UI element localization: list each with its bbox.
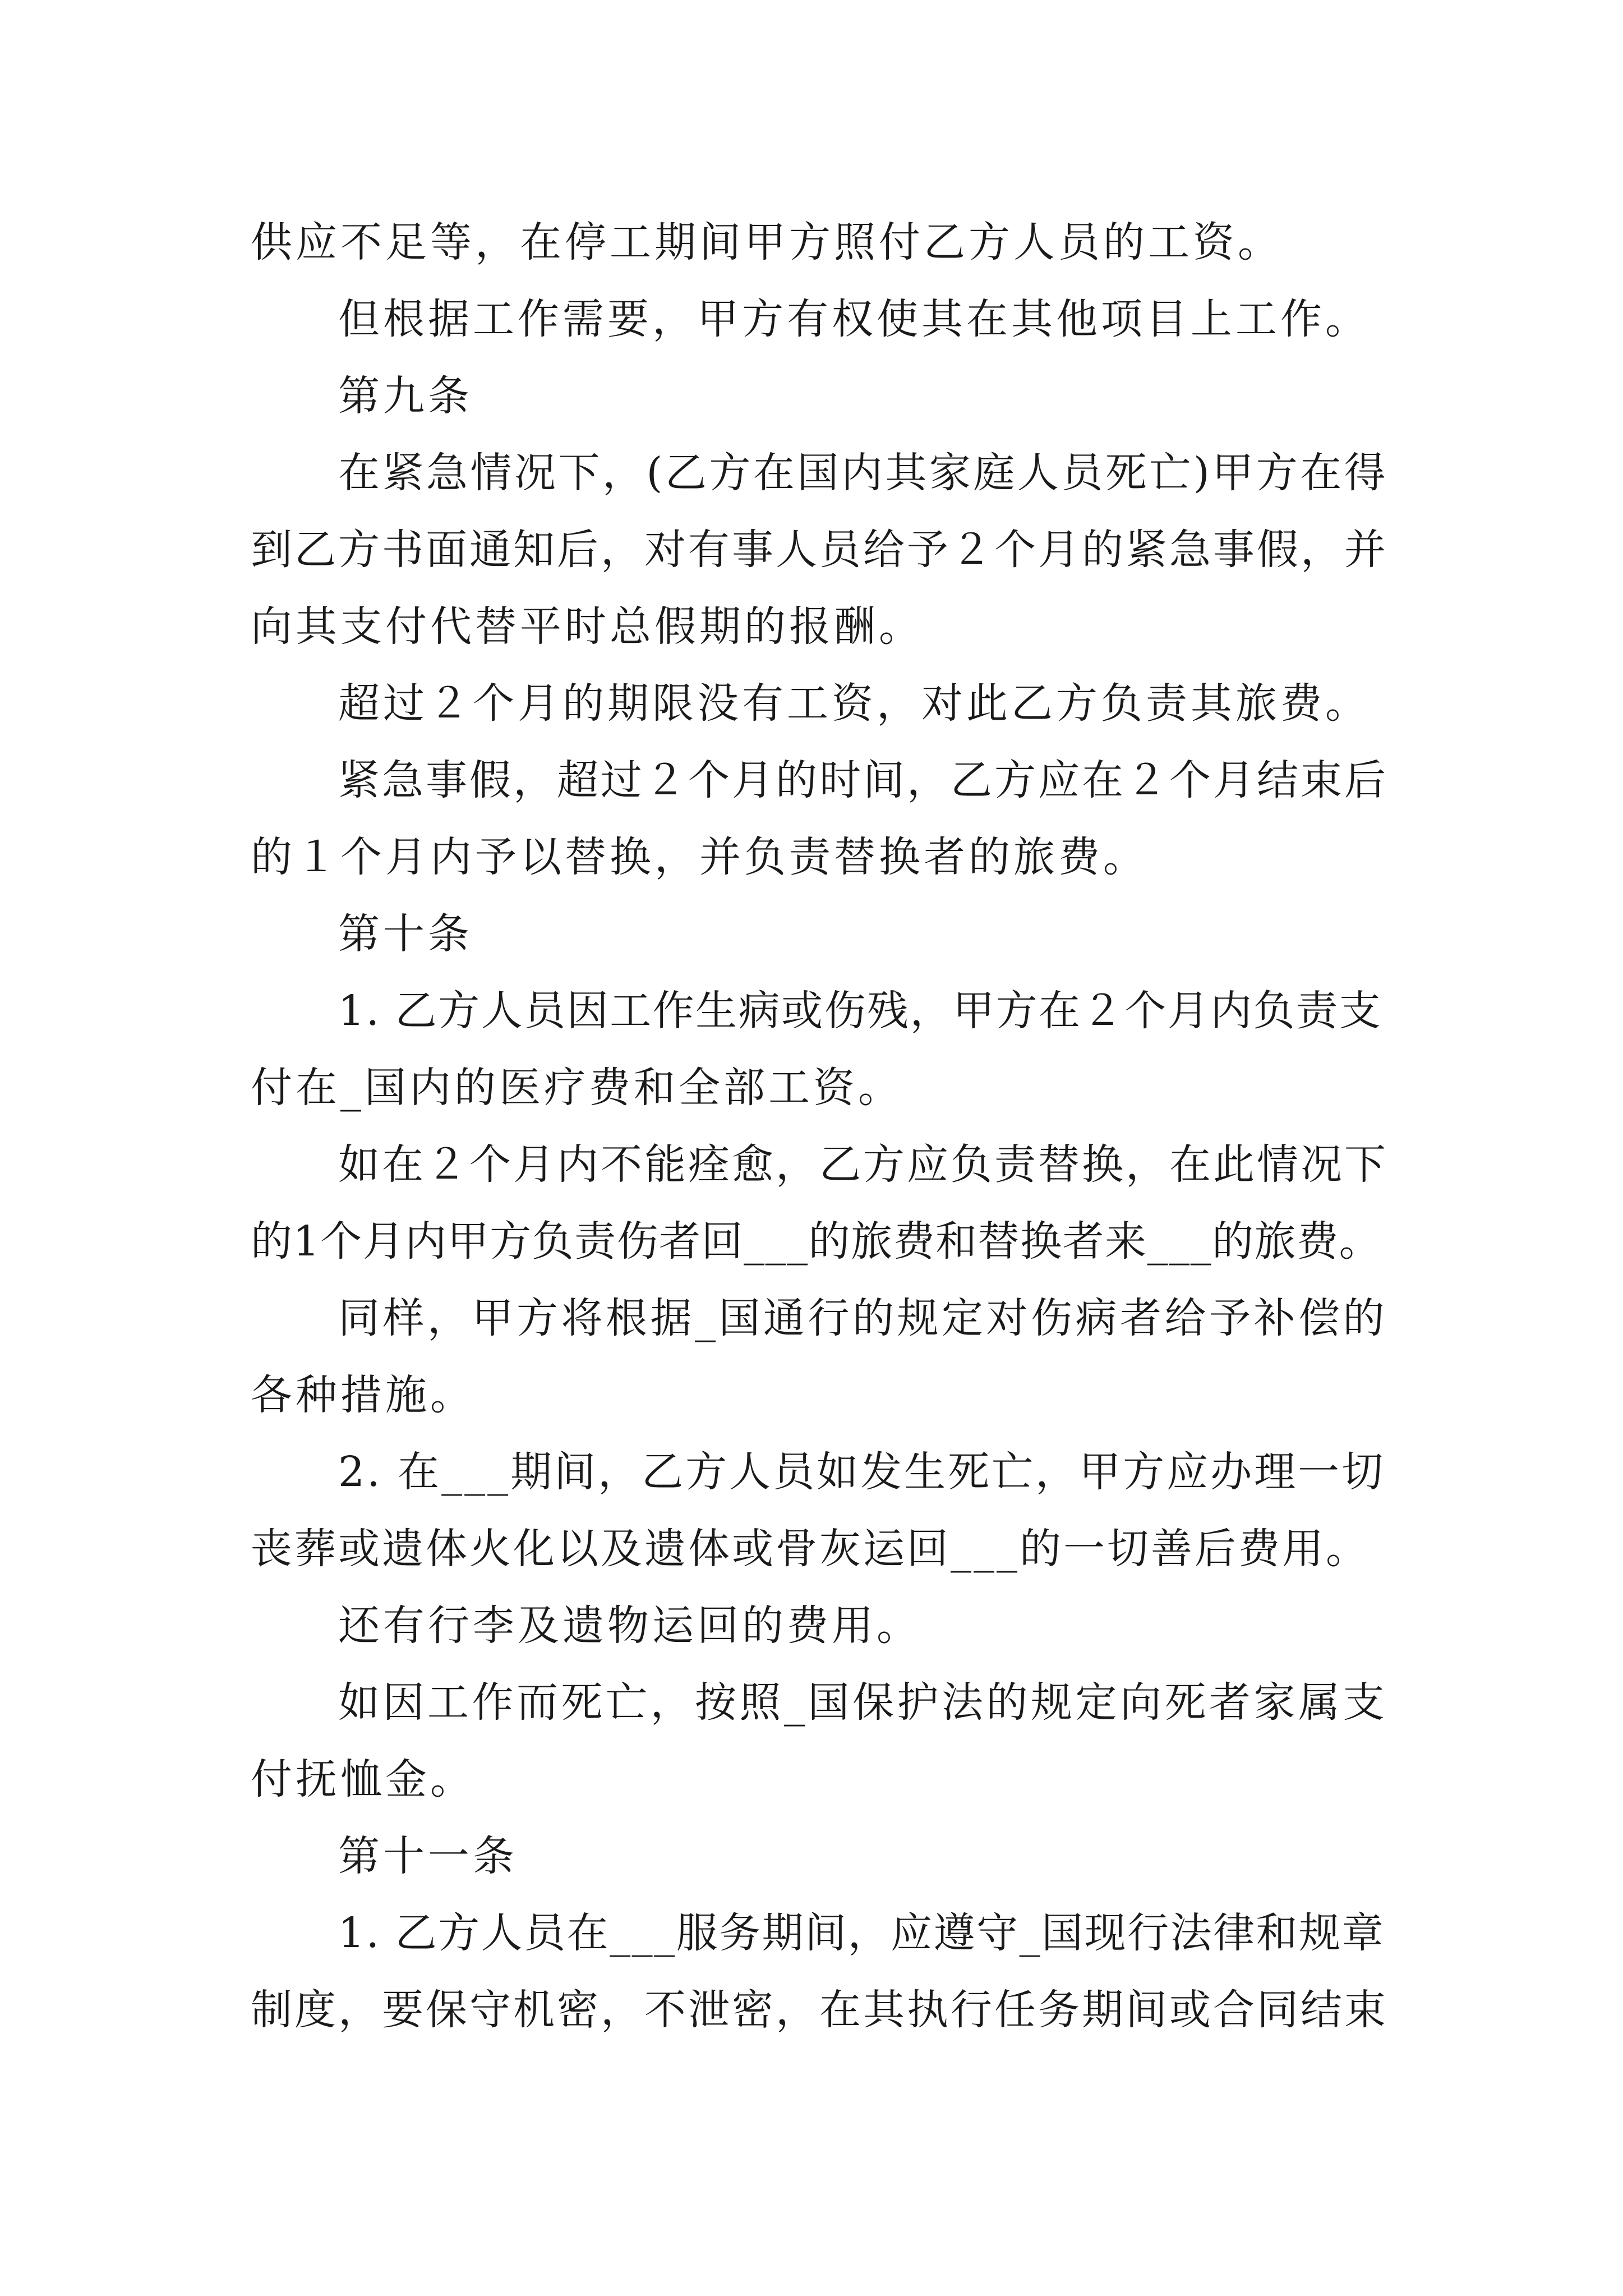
text-line: 1. 乙方人员在___服务期间，应遵守_国现行法律和规章 [338,1909,1385,1957]
text-line: 还有行李及遗物运回的费用。 [338,1602,921,1650]
text-line: 超过２个月的期限没有工资，对此乙方负责其旅费。 [338,679,1370,728]
text-line: 但根据工作需要，甲方有权使其在其他项目上工作。 [338,295,1370,343]
text-line: 各种措施。 [251,1371,475,1419]
text-line: 付抚恤金。 [251,1755,475,1803]
text-line: 向其支付代替平时总假期的报酬。 [251,602,924,651]
text-line: 如因工作而死亡，按照_国保护法的规定向死者家属支 [338,1678,1387,1727]
section-heading: 第十条 [338,910,473,958]
text-line: 供应不足等，在停工期间甲方照付乙方人员的工资。 [251,218,1283,266]
text-line: 到乙方书面通知后，对有事人员给予２个月的紧急事假，并 [251,526,1388,574]
text-line: 的1个月内甲方负责伤者回___的旅费和替换者来___的旅费。 [251,1217,1382,1266]
text-line: 丧葬或遗体火化以及遗体或骨灰运回___的一切善后费用。 [251,1525,1370,1573]
text-line: 付在_国内的医疗费和全部工资。 [251,1064,903,1112]
text-line: 2. 在___期间，乙方人员如发生死亡，甲方应办理一切 [338,1448,1386,1496]
text-line: 的１个月内予以替换，并负责替换者的旅费。 [251,833,1148,881]
section-heading: 第九条 [338,372,473,420]
text-line: 制度，要保守机密，不泄密，在其执行任务期间或合同结束 [251,1986,1388,2034]
text-line: 如在２个月内不能痊愈，乙方应负责替换，在此情况下 [338,1140,1388,1189]
text-line: 紧急事假，超过２个月的时间，乙方应在２个月结束后 [338,756,1388,804]
text-line: 同样，甲方将根据_国通行的规定对伤病者给予补偿的 [338,1294,1387,1342]
text-line: 在紧急情况下，(乙方在国内其家庭人员死亡)甲方在得 [338,449,1389,497]
section-heading: 第十一条 [338,1832,518,1880]
text-line: 1. 乙方人员因工作生病或伤残，甲方在２个月内负责支 [338,987,1382,1035]
